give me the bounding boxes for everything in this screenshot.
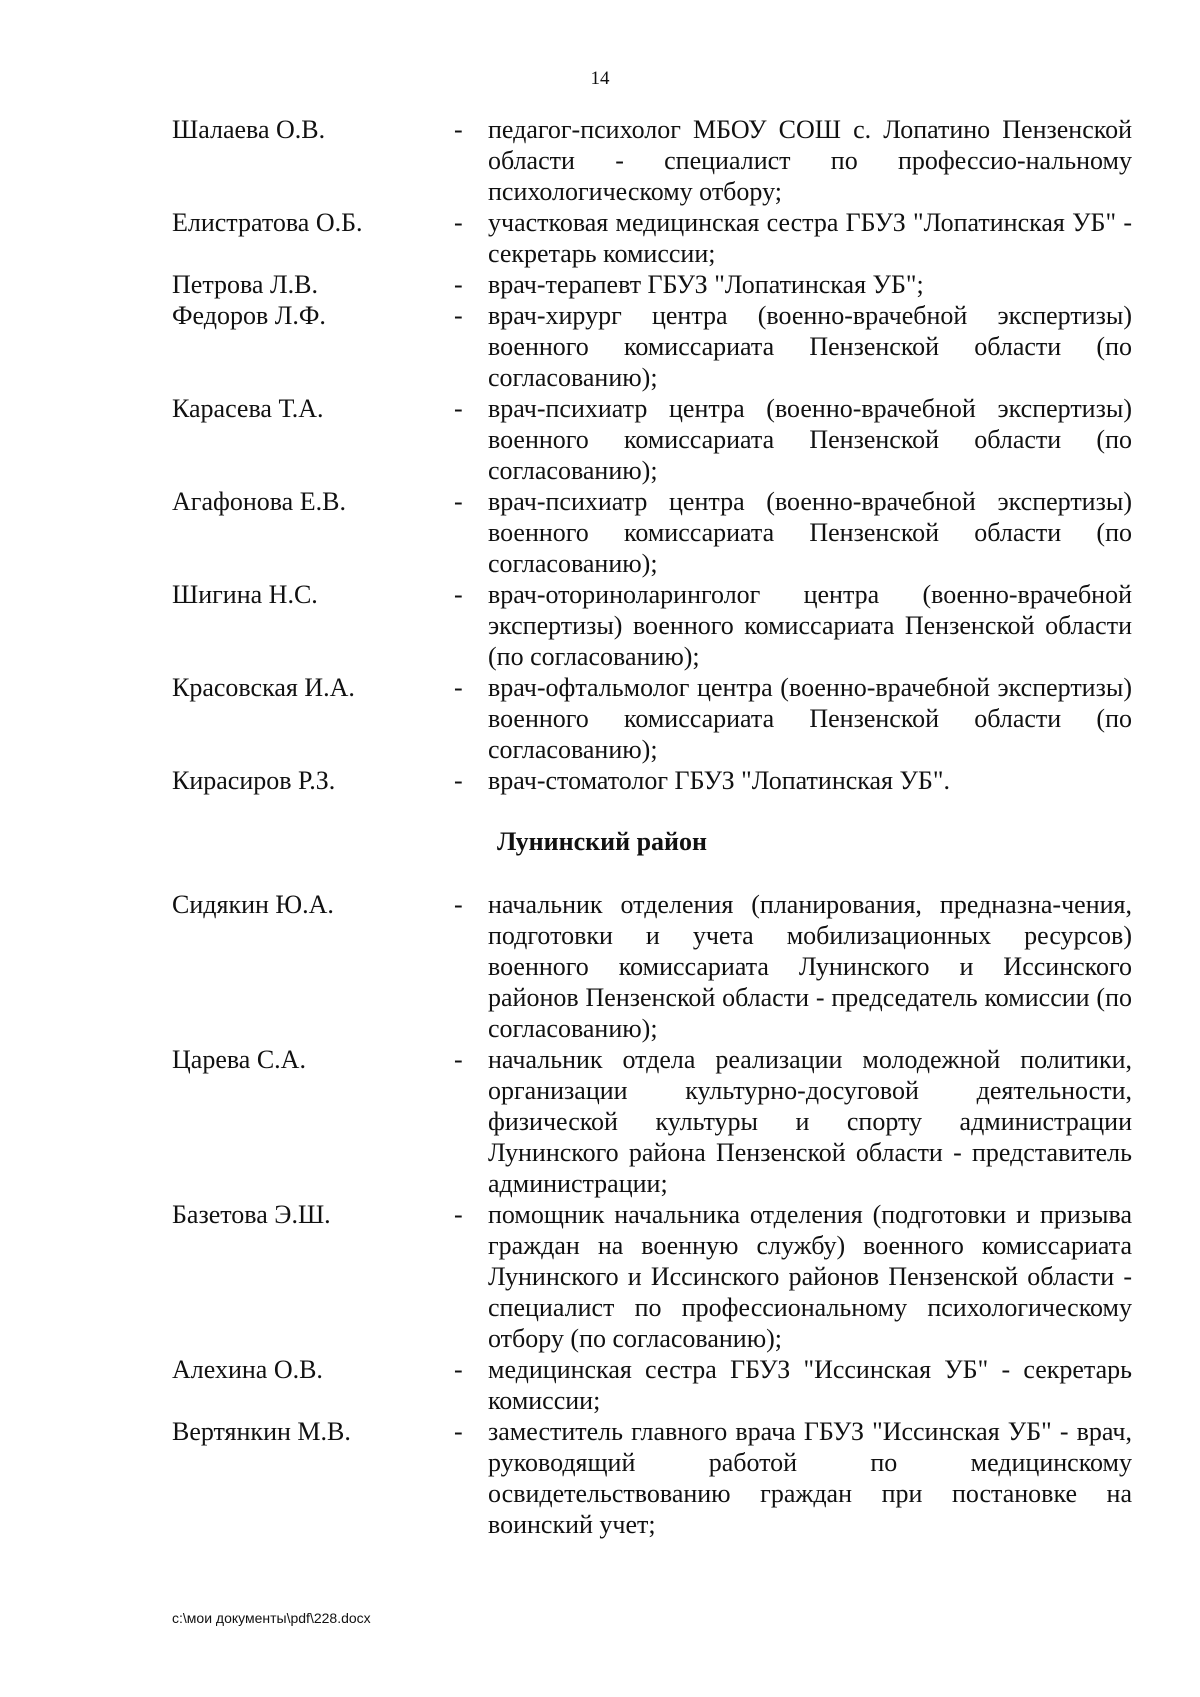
entries-top — [172, 114, 1132, 796]
member-name: Шигина Н.С. — [172, 580, 318, 609]
entries-bottom — [172, 889, 1132, 1540]
entry-dash: - — [454, 208, 463, 237]
member-name: Вертянкин М.В. — [172, 1417, 351, 1446]
committee-member-entry — [172, 672, 1132, 765]
member-name: Карасева Т.А. — [172, 394, 324, 423]
committee-member-entry — [172, 207, 1132, 269]
member-role-description: педагог-психолог МБОУ СОШ с. Лопатино Пензенской области - специалист по профессио-нальному психологическому отбору; — [488, 115, 1132, 206]
member-name: Царева С.А. — [172, 1045, 306, 1074]
member-name: Сидякин Ю.А. — [172, 890, 334, 919]
member-name: Красовская И.А. — [172, 673, 355, 702]
entry-dash: - — [454, 580, 463, 609]
committee-member-entry — [172, 300, 1132, 393]
entry-dash: - — [454, 673, 463, 702]
member-role-description: врач-офтальмолог центра (военно-врачебной экспертизы) военного комиссариата Пензенской области (по согласованию); — [488, 673, 1132, 764]
member-role-description: врач-терапевт ГБУЗ "Лопатинская УБ"; — [488, 270, 924, 299]
entry-dash: - — [454, 1417, 463, 1446]
member-name: Елистратова О.Б. — [172, 208, 363, 237]
entry-dash: - — [454, 1200, 463, 1229]
committee-member-entry — [172, 889, 1132, 1044]
entry-dash: - — [454, 270, 463, 299]
member-name: Петрова Л.В. — [172, 270, 318, 299]
entry-dash: - — [454, 890, 463, 919]
member-role-description: врач-стоматолог ГБУЗ "Лопатинская УБ". — [488, 766, 950, 795]
member-name: Шалаева О.В. — [172, 115, 326, 144]
member-role-description: помощник начальника отделения (подготовки и призыва граждан на военную службу) военного комиссариата Лунинского и Иссинского районов Пензенской области - специалист по профессиональному психологическому отбору (по согласованию); — [488, 1200, 1132, 1353]
member-name: Алехина О.В. — [172, 1355, 323, 1384]
member-role-description: врач-психиатр центра (военно-врачебной экспертизы) военного комиссариата Пензенской области (по согласованию); — [488, 487, 1132, 578]
member-role-description: заместитель главного врача ГБУЗ "Иссинская УБ" - врач, руководящий работой по медицинскому освидетельствованию граждан при постановке на воинский учет; — [488, 1417, 1132, 1539]
member-name: Кирасиров Р.З. — [172, 766, 336, 795]
member-name: Федоров Л.Ф. — [172, 301, 326, 330]
member-name: Базетова Э.Ш. — [172, 1200, 331, 1229]
committee-member-entry — [172, 393, 1132, 486]
committee-member-entry — [172, 1354, 1132, 1416]
footer-file-path: c:\мои документы\pdf\228.docx — [172, 1610, 371, 1626]
entry-dash: - — [454, 394, 463, 423]
entry-dash: - — [454, 301, 463, 330]
section-title: Лунинский район — [496, 827, 708, 856]
member-role-description: медицинская сестра ГБУЗ "Иссинская УБ" - секретарь комиссии; — [488, 1355, 1132, 1415]
entry-dash: - — [454, 115, 463, 144]
entry-dash: - — [454, 1045, 463, 1074]
member-role-description: начальник отделения (планирования, предназна-чения, подготовки и учета мобилизационных ресурсов) военного комиссариата Лунинского и Иссинского районов Пензенской области - председатель комиссии (по согласованию); — [488, 890, 1132, 1043]
committee-member-entry — [172, 765, 1132, 796]
committee-member-entry — [172, 579, 1132, 672]
committee-member-entry — [172, 1044, 1132, 1199]
entry-dash: - — [454, 1355, 463, 1384]
member-role-description: врач-хирург центра (военно-врачебной экспертизы) военного комиссариата Пензенской области (по согласованию); — [488, 301, 1132, 392]
member-role-description: начальник отдела реализации молодежной политики, организации культурно-досуговой деятельности, физической культуры и спорту администрации Лунинского района Пензенской области - представитель администрации; — [488, 1045, 1132, 1198]
committee-member-entry — [172, 1199, 1132, 1354]
document-body — [172, 114, 1132, 1540]
committee-member-entry — [172, 269, 1132, 300]
member-role-description: врач-психиатр центра (военно-врачебной экспертизы) военного комиссариата Пензенской области (по согласованию); — [488, 394, 1132, 485]
page-number: 14 — [590, 68, 610, 89]
member-name: Агафонова Е.В. — [172, 487, 346, 516]
entry-dash: - — [454, 487, 463, 516]
entry-dash: - — [454, 766, 463, 795]
committee-member-entry — [172, 1416, 1132, 1540]
member-role-description: врач-оториноларинголог центра (военно-врачебной экспертизы) военного комиссариата Пензенской области (по согласованию); — [488, 580, 1132, 671]
member-role-description: участковая медицинская сестра ГБУЗ "Лопатинская УБ" - секретарь комиссии; — [488, 208, 1132, 268]
committee-member-entry — [172, 114, 1132, 207]
committee-member-entry — [172, 486, 1132, 579]
